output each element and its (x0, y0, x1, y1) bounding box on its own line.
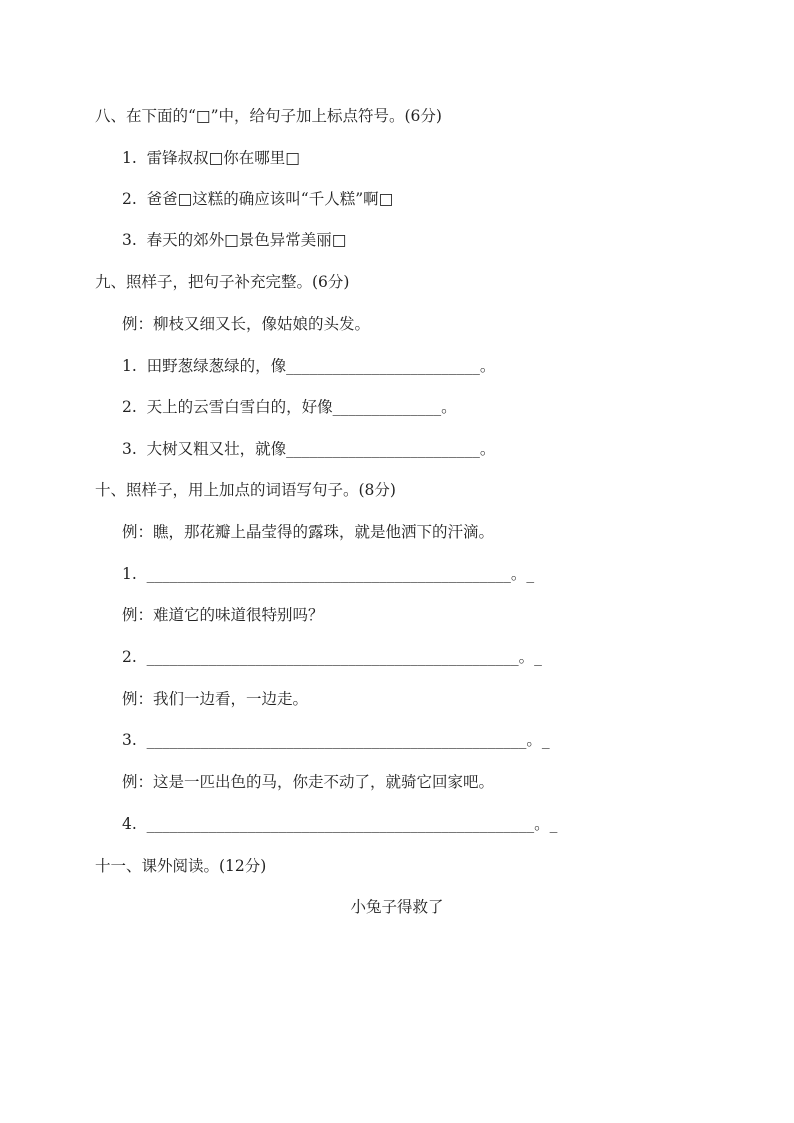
section-9-item-3: 3. 大树又粗又壮，就像_________________________。 (122, 440, 496, 458)
section-10-answer-line-3: 3. _________________________________________________。_ (122, 731, 550, 749)
story-title: 小兔子得救了 (350, 898, 444, 916)
section-10-example-4: 例：这是一匹出色的马，你走不动了，就骑它回家吧。 (122, 773, 495, 791)
section-10-answer-line-1: 1. _______________________________________________。_ (122, 565, 535, 583)
section-10-answer-line-4: 4. __________________________________________________。_ (122, 815, 558, 833)
section-8-item-1: 1. 雷锋叔叔□你在哪里□ (122, 149, 300, 167)
section-10-heading: 十、照样子，用上加点的词语写句子。(8分) (95, 481, 396, 499)
section-10-answer-line-2: 2. ________________________________________________。_ (122, 648, 542, 666)
section-9-item-1: 1. 田野葱绿葱绿的，像_________________________。 (122, 357, 496, 375)
section-8-item-2: 2. 爸爸□这糕的确应该叫“千人糕”啊□ (122, 190, 394, 208)
section-10-example-2: 例：难道它的味道很特别吗？ (122, 606, 324, 624)
section-8-heading: 八、在下面的“□”中，给句子加上标点符号。(6分) (95, 107, 442, 125)
section-9-example: 例：柳枝又细又长，像姑娘的头发。 (122, 315, 371, 333)
section-9-heading: 九、照样子，把句子补充完整。(6分) (95, 273, 350, 291)
section-11-heading: 十一、课外阅读。(12分) (95, 857, 267, 875)
section-10-example-1: 例：瞧，那花瓣上晶莹得的露珠，就是他洒下的汗滴。 (122, 523, 495, 541)
section-9-item-2: 2. 天上的云雪白雪白的，好像______________。 (122, 398, 457, 416)
section-8-item-3: 3. 春天的郊外□景色异常美丽□ (122, 231, 347, 249)
section-10-example-3: 例：我们一边看，一边走。 (122, 690, 309, 708)
